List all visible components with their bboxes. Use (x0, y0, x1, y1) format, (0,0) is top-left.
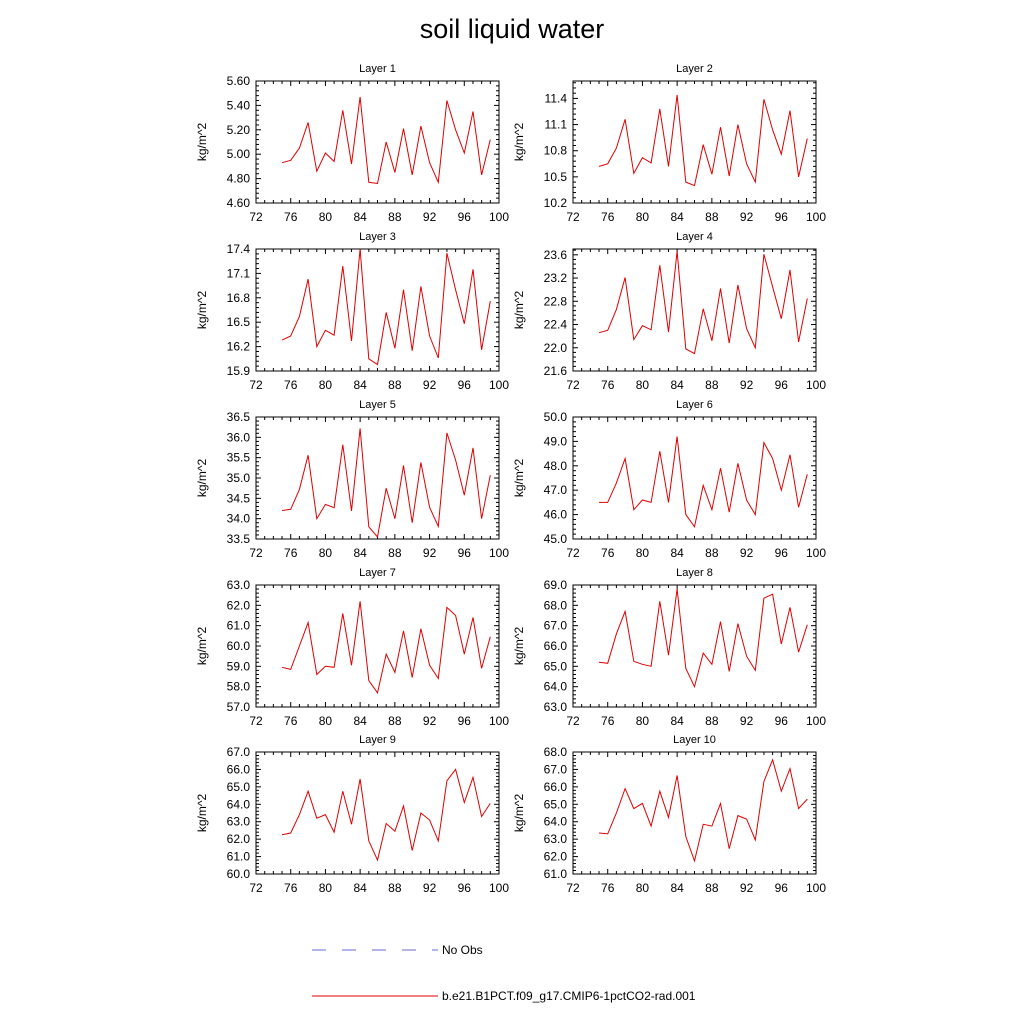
y-tick-label: 10.5 (543, 169, 567, 184)
y-tick-label: 11.1 (544, 117, 567, 132)
x-tick-label: 100 (805, 881, 827, 895)
y-axis-label: kg/m^2 (195, 122, 209, 162)
y-tick-label: 5.00 (226, 147, 250, 162)
chart-panel-1 (195, 63, 509, 224)
x-tick-label: 92 (739, 546, 754, 560)
panel-title: Layer 1 (359, 63, 396, 75)
y-tick-label: 4.60 (226, 196, 250, 210)
y-tick-label: 62.0 (543, 849, 567, 864)
x-tick-label: 84 (353, 881, 367, 895)
x-tick-label: 72 (249, 378, 263, 392)
plot-frame (573, 417, 816, 539)
x-tick-label: 100 (488, 714, 510, 728)
x-tick-label: 84 (670, 210, 684, 224)
x-tick-label: 72 (566, 546, 580, 560)
plot-frame (256, 81, 499, 203)
x-tick-label: 96 (774, 378, 788, 392)
y-tick-label: 63.0 (226, 814, 250, 829)
series-line (282, 601, 490, 693)
y-tick-label: 66.0 (543, 779, 567, 794)
x-tick-label: 76 (601, 714, 615, 728)
x-tick-label: 84 (353, 378, 367, 392)
x-tick-label: 72 (249, 546, 263, 560)
y-tick-label: 17.1 (226, 266, 250, 281)
x-tick-label: 84 (670, 714, 684, 728)
x-tick-label: 100 (805, 714, 827, 728)
plot-frame (573, 585, 816, 707)
x-tick-label: 96 (774, 210, 788, 224)
x-tick-label: 76 (601, 881, 615, 895)
x-tick-label: 92 (739, 378, 754, 392)
y-tick-label: 22.4 (543, 317, 567, 332)
y-tick-label: 23.2 (543, 271, 567, 286)
y-tick-label: 67.0 (226, 745, 250, 759)
y-tick-label: 61.0 (226, 618, 250, 633)
x-tick-label: 100 (805, 210, 827, 224)
y-axis-label: kg/m^2 (195, 290, 209, 330)
legend-label-model: b.e21.B1PCT.f09_g17.CMIP6-1pctCO2-rad.001 (442, 989, 696, 1003)
y-axis-label: kg/m^2 (512, 626, 526, 666)
x-tick-label: 80 (635, 546, 650, 560)
panel-title: Layer 6 (676, 399, 713, 411)
x-tick-label: 92 (422, 881, 437, 895)
x-tick-label: 72 (249, 210, 263, 224)
x-tick-label: 72 (566, 378, 580, 392)
x-tick-label: 72 (566, 210, 580, 224)
y-tick-label: 58.0 (226, 679, 250, 694)
x-tick-label: 96 (457, 714, 471, 728)
x-tick-label: 92 (739, 881, 754, 895)
y-tick-label: 66.0 (543, 639, 567, 653)
y-tick-label: 61.0 (226, 849, 250, 864)
chart-panel-2 (512, 63, 826, 224)
page-title: soil liquid water (419, 14, 605, 44)
x-tick-label: 88 (705, 546, 719, 560)
x-tick-label: 84 (670, 378, 684, 392)
y-axis-label: kg/m^2 (195, 793, 209, 833)
x-tick-label: 100 (488, 546, 510, 560)
x-tick-label: 100 (488, 881, 510, 895)
x-tick-label: 96 (457, 881, 471, 895)
x-tick-label: 80 (635, 881, 650, 895)
x-tick-label: 76 (284, 546, 298, 560)
x-tick-label: 92 (739, 210, 754, 224)
series-line (599, 589, 807, 687)
x-tick-label: 80 (635, 210, 650, 224)
y-axis-label: kg/m^2 (512, 793, 526, 833)
x-tick-label: 96 (457, 210, 471, 224)
plot-frame (573, 752, 816, 874)
series-line (599, 760, 807, 861)
series-line (599, 437, 807, 527)
chart-panel-4 (512, 231, 826, 392)
x-tick-label: 80 (635, 714, 650, 728)
plot-frame (256, 249, 499, 371)
x-tick-label: 72 (249, 714, 263, 728)
x-tick-label: 84 (353, 546, 367, 560)
y-tick-label: 65.0 (226, 779, 250, 794)
chart-panel-9 (195, 734, 509, 895)
y-axis-label: kg/m^2 (195, 626, 209, 666)
x-tick-label: 88 (705, 881, 719, 895)
chart-panel-10 (512, 734, 826, 895)
x-tick-label: 76 (601, 378, 615, 392)
x-tick-label: 76 (284, 210, 298, 224)
series-line (599, 251, 807, 353)
y-tick-label: 5.20 (226, 122, 250, 137)
x-tick-label: 88 (388, 210, 402, 224)
y-tick-label: 34.0 (226, 511, 250, 526)
y-tick-label: 5.40 (226, 98, 250, 113)
y-tick-label: 22.8 (543, 294, 567, 309)
series-line (282, 428, 490, 537)
x-tick-label: 84 (670, 881, 684, 895)
y-tick-label: 63.0 (543, 832, 567, 847)
x-tick-label: 72 (566, 881, 580, 895)
y-tick-label: 48.0 (543, 458, 567, 473)
x-tick-label: 80 (318, 881, 333, 895)
x-tick-label: 80 (635, 378, 650, 392)
x-tick-label: 76 (601, 210, 615, 224)
x-tick-label: 76 (284, 714, 298, 728)
y-tick-label: 35.0 (226, 471, 250, 485)
x-tick-label: 80 (318, 210, 333, 224)
x-tick-label: 80 (318, 546, 333, 560)
y-tick-label: 47.0 (543, 483, 567, 498)
panel-title: Layer 8 (676, 567, 713, 579)
y-axis-label: kg/m^2 (512, 122, 526, 162)
x-tick-label: 88 (705, 714, 719, 728)
y-tick-label: 60.0 (226, 867, 250, 881)
chart-panel-5 (195, 399, 509, 560)
panel-title: Layer 5 (359, 399, 396, 411)
y-tick-label: 49.0 (543, 434, 567, 449)
series-line (282, 249, 490, 365)
x-tick-label: 96 (774, 546, 788, 560)
panel-title: Layer 3 (359, 231, 396, 243)
x-tick-label: 84 (353, 210, 367, 224)
y-tick-label: 67.0 (543, 762, 567, 777)
x-tick-label: 72 (566, 714, 580, 728)
x-tick-label: 88 (705, 210, 719, 224)
y-tick-label: 60.0 (226, 639, 250, 653)
y-tick-label: 59.0 (226, 659, 250, 674)
y-tick-label: 34.5 (226, 491, 250, 506)
x-tick-label: 84 (670, 546, 684, 560)
x-tick-label: 88 (388, 714, 402, 728)
y-tick-label: 4.80 (226, 171, 250, 186)
plot-frame (256, 417, 499, 539)
x-tick-label: 92 (739, 714, 754, 728)
y-tick-label: 62.0 (226, 598, 250, 613)
panel-title: Layer 7 (359, 567, 396, 579)
y-tick-label: 64.0 (543, 814, 567, 829)
x-tick-label: 92 (422, 546, 437, 560)
panel-title: Layer 10 (673, 734, 716, 746)
x-tick-label: 96 (774, 714, 788, 728)
plot-frame (256, 585, 499, 707)
y-tick-label: 63.0 (226, 578, 250, 592)
y-tick-label: 36.5 (226, 410, 250, 424)
y-tick-label: 64.0 (543, 679, 567, 694)
x-tick-label: 100 (805, 378, 827, 392)
x-tick-label: 96 (457, 378, 471, 392)
y-tick-label: 45.0 (543, 532, 567, 546)
x-tick-label: 76 (601, 546, 615, 560)
series-line (282, 769, 490, 860)
y-tick-label: 11.4 (544, 91, 567, 106)
y-tick-label: 5.60 (226, 74, 250, 88)
y-tick-label: 69.0 (543, 578, 567, 592)
x-tick-label: 76 (284, 378, 298, 392)
x-tick-label: 92 (422, 378, 437, 392)
x-tick-label: 100 (805, 546, 827, 560)
x-tick-label: 88 (388, 546, 402, 560)
y-tick-label: 16.2 (226, 339, 250, 354)
y-tick-label: 36.0 (226, 430, 250, 445)
y-tick-label: 15.9 (226, 364, 250, 378)
y-tick-label: 22.0 (543, 340, 567, 355)
y-tick-label: 46.0 (543, 507, 567, 522)
x-tick-label: 96 (774, 881, 788, 895)
x-tick-label: 92 (422, 714, 437, 728)
x-tick-label: 100 (488, 378, 510, 392)
y-tick-label: 64.0 (226, 797, 250, 812)
chart-panel-8 (512, 567, 826, 728)
y-tick-label: 50.0 (543, 410, 567, 424)
plot-frame (256, 752, 499, 874)
y-tick-label: 21.6 (543, 364, 567, 378)
legend-swatch-model (310, 996, 440, 998)
plot-frame (573, 249, 816, 371)
y-axis-label: kg/m^2 (512, 290, 526, 330)
x-tick-label: 80 (318, 714, 333, 728)
panel-title: Layer 9 (359, 734, 396, 746)
x-tick-label: 88 (388, 378, 402, 392)
chart-panel-3 (195, 231, 509, 392)
x-tick-label: 100 (488, 210, 510, 224)
y-tick-label: 68.0 (543, 598, 567, 613)
y-tick-label: 65.0 (543, 659, 567, 674)
y-tick-label: 61.0 (543, 867, 567, 881)
series-line (599, 95, 807, 186)
y-axis-label: kg/m^2 (512, 458, 526, 498)
y-tick-label: 65.0 (543, 797, 567, 812)
y-tick-label: 17.4 (226, 242, 250, 256)
y-axis-label: kg/m^2 (195, 458, 209, 498)
y-tick-label: 10.8 (543, 143, 567, 158)
y-tick-label: 23.6 (543, 247, 567, 262)
y-tick-label: 67.0 (543, 618, 567, 633)
chart-panel-7 (195, 567, 509, 728)
y-tick-label: 10.2 (543, 196, 567, 210)
x-tick-label: 80 (318, 378, 333, 392)
y-tick-label: 66.0 (226, 762, 250, 777)
x-tick-label: 84 (353, 714, 367, 728)
y-tick-label: 16.8 (226, 290, 250, 305)
x-tick-label: 88 (705, 378, 719, 392)
y-tick-label: 33.5 (226, 532, 250, 546)
x-tick-label: 72 (249, 881, 263, 895)
x-tick-label: 76 (284, 881, 298, 895)
panel-title: Layer 2 (676, 63, 713, 75)
y-tick-label: 62.0 (226, 832, 250, 847)
y-tick-label: 35.5 (226, 450, 250, 465)
chart-panel-6 (512, 399, 826, 560)
panel-title: Layer 4 (676, 231, 713, 243)
y-tick-label: 57.0 (226, 700, 250, 714)
x-tick-label: 88 (388, 881, 402, 895)
x-tick-label: 92 (422, 210, 437, 224)
y-tick-label: 63.0 (543, 700, 567, 714)
legend-label-obs: No Obs (442, 943, 483, 957)
plot-frame (573, 81, 816, 203)
legend-swatch-obs (310, 950, 440, 952)
y-tick-label: 68.0 (543, 745, 567, 759)
x-tick-label: 96 (457, 546, 471, 560)
series-line (282, 97, 490, 184)
y-tick-label: 16.5 (226, 315, 250, 330)
